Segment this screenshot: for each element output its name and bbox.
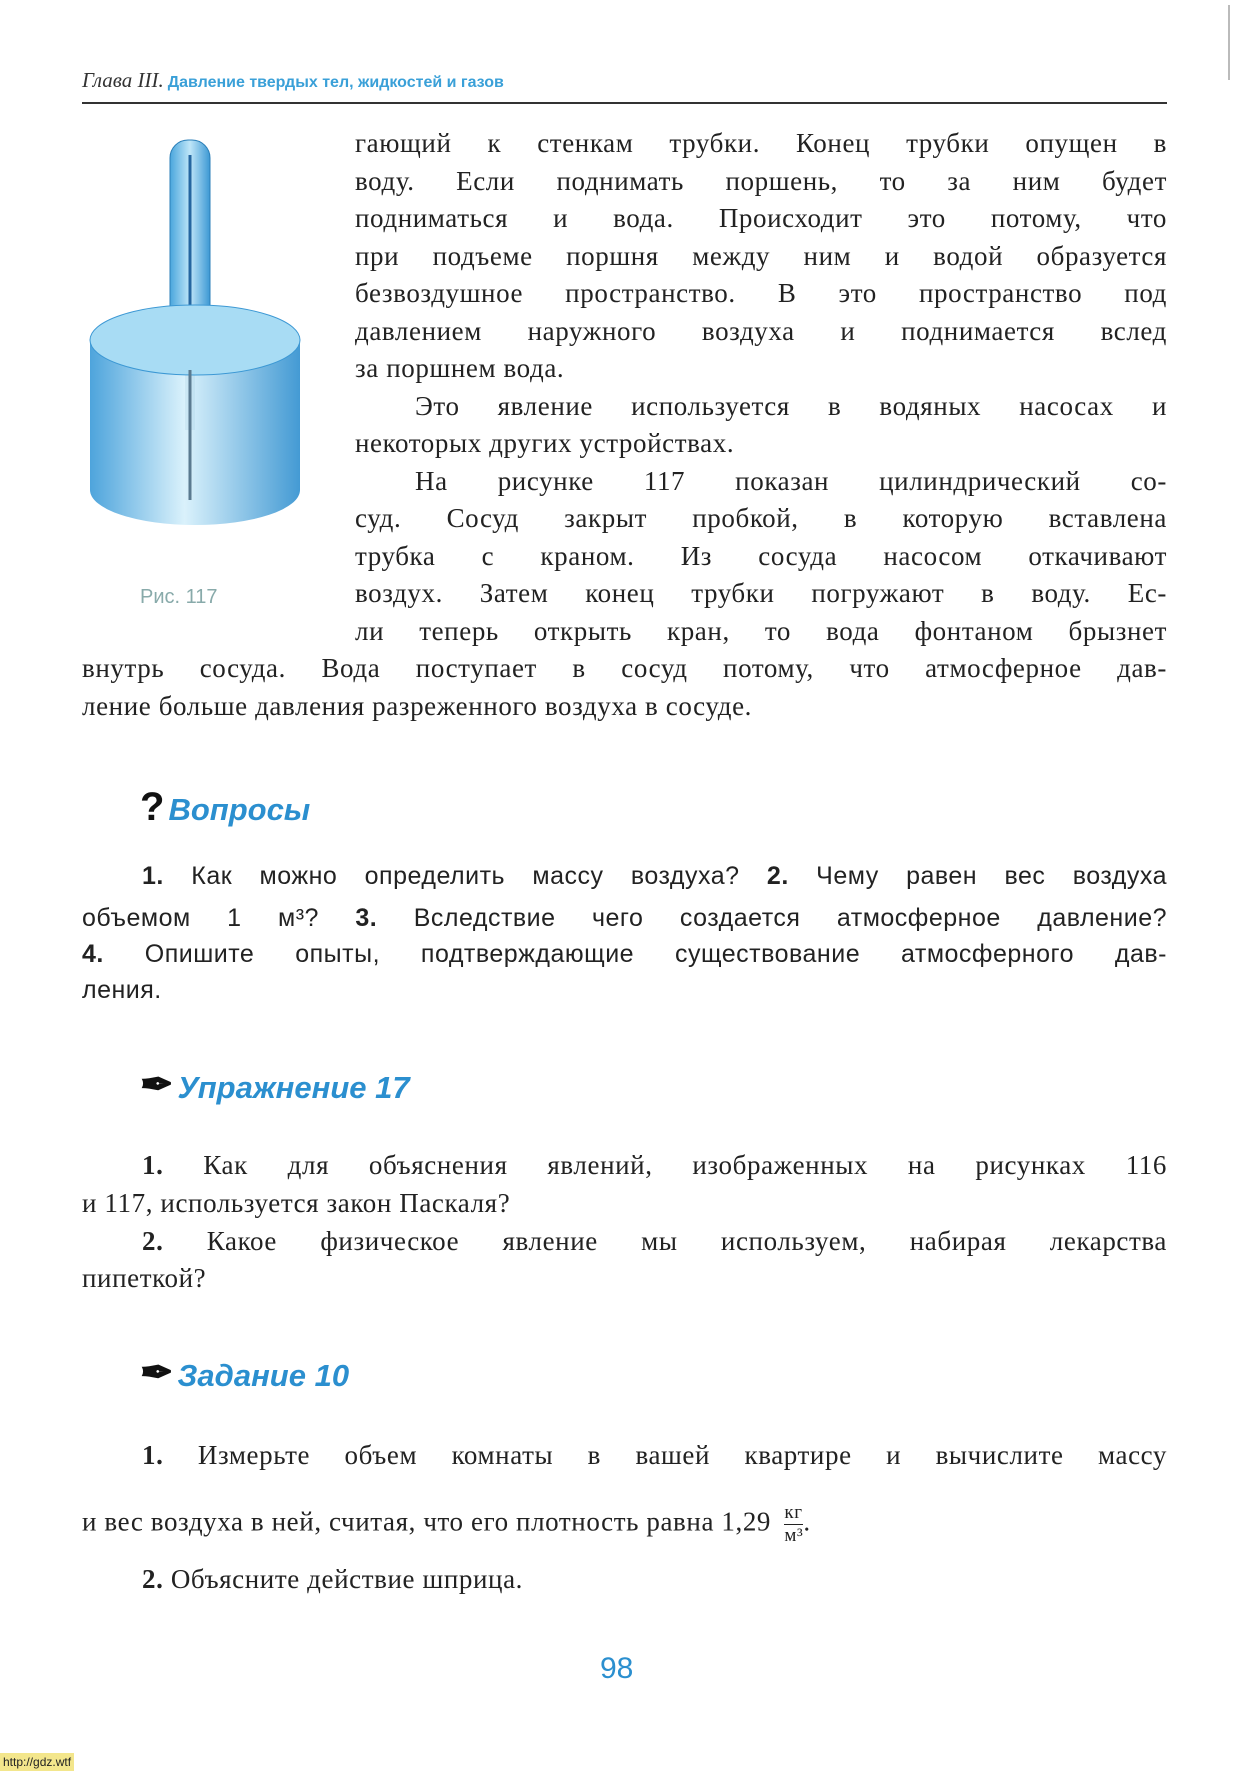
task-line: и вес воздуха в ней, считая, что его плотность равна 1,29 кг м³ .: [82, 1502, 811, 1546]
question-line: ления.: [82, 976, 162, 1004]
exercise-title: Упражнение 17: [177, 1070, 410, 1105]
question-line: 4. Опишите опыты, подтверждающие существование атмосферного дав-: [82, 940, 1167, 968]
chapter-title: Давление твердых тел, жидкостей и газов: [167, 74, 504, 91]
text-line: некоторых других устройствах.: [355, 428, 735, 458]
exercise-line: и 117, используется закон Паскаля?: [82, 1188, 511, 1218]
text-line: Это явление используется в водяных насосах и: [415, 391, 1167, 421]
text-line: воду. Если поднимать поршень, то за ним будет: [355, 166, 1167, 196]
text-line: гающий к стенкам трубки. Конец трубки опущен в: [355, 128, 1167, 158]
pen-nib-icon: ✒: [140, 1351, 174, 1395]
question-line: 1. Как можно определить массу воздуха? 2. Чему равен вес воздуха: [142, 862, 1168, 890]
text-line: воздух. Затем конец трубки погружают в воду. Ес-: [355, 578, 1167, 608]
questions-title: Вопросы: [168, 792, 311, 827]
running-header: [82, 68, 504, 93]
figure-caption: Рис. 117: [140, 586, 218, 608]
question-mark-icon: ?: [140, 785, 165, 829]
density-unit-fraction: кг м³: [784, 1502, 804, 1546]
header-rule: [82, 102, 1167, 104]
question-line: объемом 1 м³? 3. Вследствие чего создается атмосферное давление?: [82, 904, 1168, 932]
task-heading: [140, 1350, 349, 1396]
watermark-link[interactable]: http://gdz.wtf: [0, 1753, 74, 1771]
text-line: за поршнем вода.: [355, 353, 565, 383]
text-line: трубка с краном. Из сосуда насосом откачивают: [355, 541, 1167, 571]
text-line: суд. Сосуд закрыт пробкой, в которую вставлена: [355, 503, 1167, 533]
exercise-line: 1. Как для объяснения явлений, изображенных на рисунках 116: [142, 1150, 1167, 1180]
page-edge: [1228, 5, 1230, 80]
pen-nib-icon: ✒: [140, 1063, 174, 1107]
text-line: На рисунке 117 показан цилиндрический со-: [415, 466, 1167, 496]
text-line: при подъеме поршня между ним и водой образуется: [355, 241, 1167, 271]
questions-heading: [140, 785, 310, 830]
text-line: ли теперь открыть кран, то вода фонтаном брызнет: [355, 616, 1167, 646]
text-line: подниматься и вода. Происходит это потому, что: [355, 203, 1167, 233]
chapter-label: Глава III.: [82, 68, 164, 92]
page-number: 98: [600, 1652, 634, 1685]
text-line: внутрь сосуда. Вода поступает в сосуд потому, что атмосферное дав-: [82, 653, 1167, 683]
exercise-line: пипеткой?: [82, 1263, 207, 1293]
figure-117-vessel: [85, 130, 310, 550]
text-line: безвоздушное пространство. В это пространство под: [355, 278, 1167, 308]
exercise-heading: [140, 1062, 410, 1108]
task-line: 2. Объясните действие шприца.: [142, 1564, 524, 1594]
task-title: Задание 10: [177, 1358, 350, 1393]
task-line: 1. Измерьте объем комнаты в вашей квартире и вычислите массу: [142, 1440, 1167, 1470]
text-line: давлением наружного воздуха и поднимается вслед: [355, 316, 1167, 346]
exercise-line: 2. Какое физическое явление мы используем, набирая лекарства: [142, 1226, 1167, 1256]
text-line: ление больше давления разреженного воздуха в сосуде.: [82, 691, 752, 721]
